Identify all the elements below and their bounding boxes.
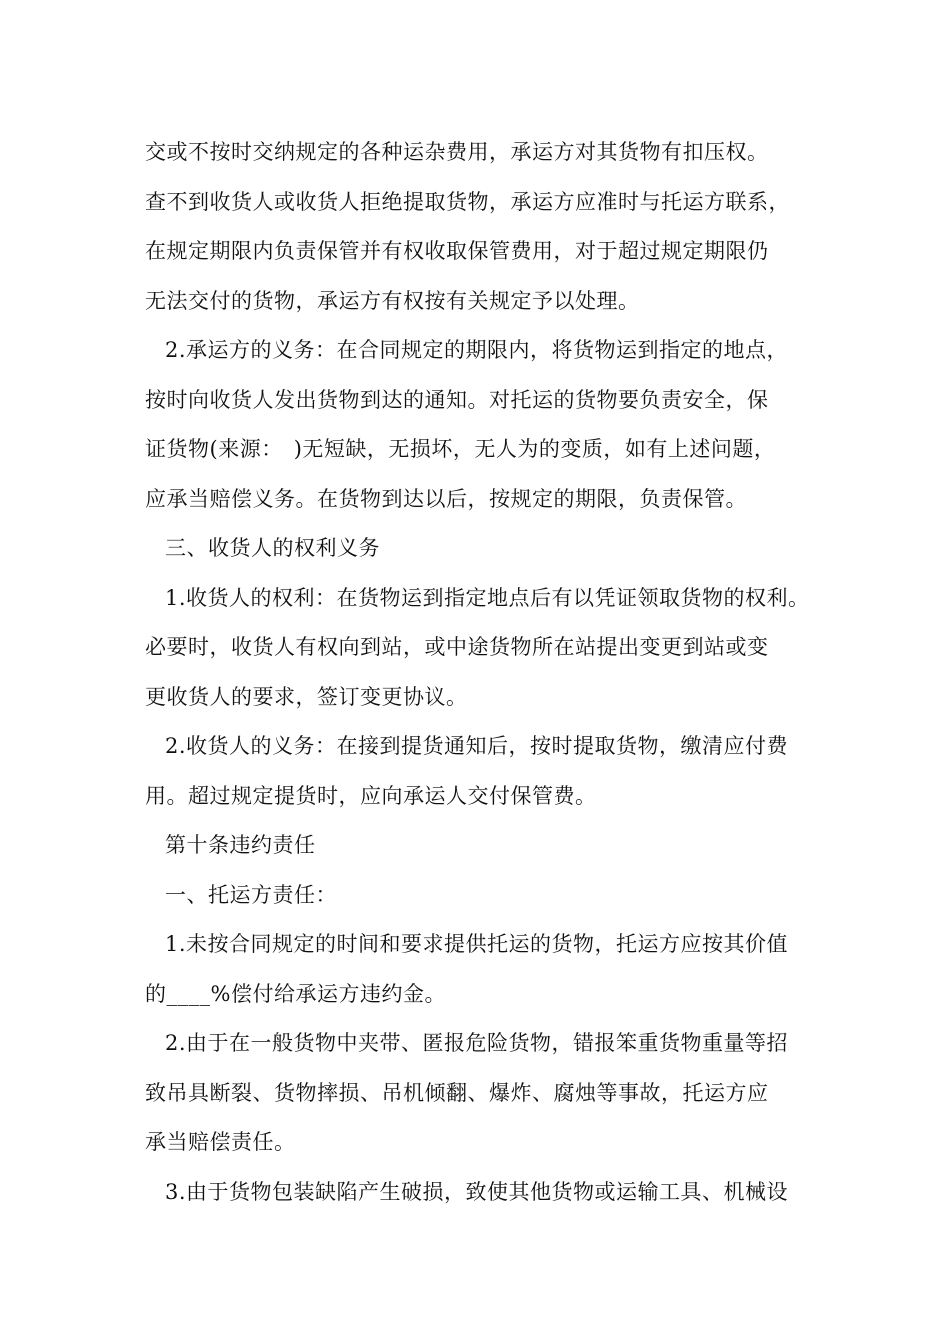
section-heading-shipper: 一、托运方责任：	[165, 882, 337, 907]
body-line-18: 的____%偿付给承运方违约金。	[145, 981, 446, 1006]
body-line-13: 2.收货人的义务：在接到提货通知后，按时提取货物，缴清应付费	[165, 734, 789, 758]
body-line-1: 交或不按时交纳规定的各种运杂费用，承运方对其货物有扣压权。	[145, 140, 769, 164]
body-line-5: 2.承运方的义务：在合同规定的期限内，将货物运到指定的地点，	[165, 338, 789, 362]
body-line-11: 必要时，收货人有权向到站，或中途货物所在站提出变更到站或变	[145, 635, 769, 659]
body-line-6: 按时向收货人发出货物到达的通知。对托运的货物要负责安全，保	[145, 387, 769, 412]
body-line-21: 承当赔偿责任。	[145, 1130, 296, 1154]
body-line-20: 致吊具断裂、货物摔损、吊机倾翻、爆炸、腐烛等事故，托运方应	[145, 1080, 769, 1105]
body-line-3: 在规定期限内负责保管并有权收取保管费用，对于超过规定期限仍	[145, 239, 769, 263]
document-body	[145, 128, 825, 1217]
section-heading-consignee: 三、收货人的权利义务	[165, 536, 380, 560]
body-line-10: 1.收货人的权利：在货物运到指定地点后有以凭证领取货物的权利。	[165, 585, 810, 610]
body-line-19: 2.由于在一般货物中夹带、匿报危险货物，错报笨重货物重量等招	[165, 1031, 789, 1055]
body-line-4: 无法交付的货物，承运方有权按有关规定予以处理。	[145, 288, 640, 313]
body-line-14: 用。超过规定提货时，应向承运人交付保管费。	[145, 783, 597, 808]
body-line-22: 3.由于货物包装缺陷产生破损，致使其他货物或运输工具、机械设	[165, 1179, 789, 1204]
article-heading-liability: 第十条违约责任	[165, 833, 316, 857]
body-line-17: 1.未按合同规定的时间和要求提供托运的货物，托运方应按其价值	[165, 932, 789, 956]
body-line-2: 查不到收货人或收货人拒绝提取货物，承运方应准时与托运方联系，	[145, 189, 790, 214]
body-line-12: 更收货人的要求，签订变更协议。	[145, 684, 468, 709]
body-line-8: 应承当赔偿义务。在货物到达以后，按规定的期限，负责保管。	[145, 486, 747, 511]
body-line-7: 证货物(来源： )无短缺，无损坏，无人为的变质，如有上述问题，	[145, 437, 776, 461]
